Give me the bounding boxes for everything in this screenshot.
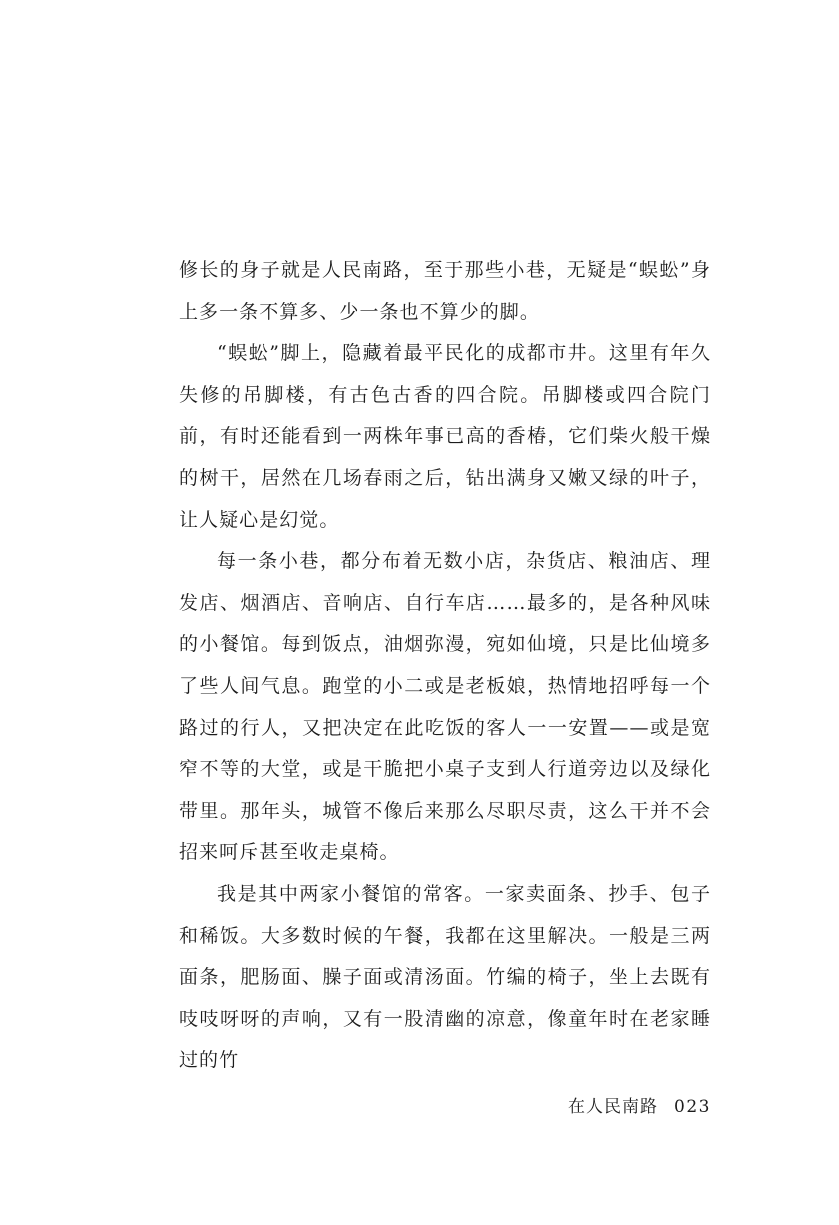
running-title: 在人民南路 — [568, 1097, 659, 1117]
body-text — [179, 250, 711, 1082]
page-footer — [568, 1092, 711, 1117]
paragraph-3: 每一条小巷，都分布着无数小店，杂货店、粮油店、理发店、烟酒店、音响店、自行车店……最多的，是各种风味的小餐馆。每到饭点，油烟弥漫，宛如仙境，只是比仙境多了些人间气息。跑堂的小二或是老板娘，热情地招呼每一个路过的行人，又把决定在此吃饭的客人一一安置——或是宽窄不等的大堂，或是干脆把小桌子支到人行道旁边以及绿化带里。那年头，城管不像后来那么尽职尽责，这么干并不会招来呵斥甚至收走桌椅。 — [179, 550, 711, 864]
paragraph-4: 我是其中两家小餐馆的常客。一家卖面条、抄手、包子和稀饭。大多数时候的午餐，我都在这里解决。一般是三两面条，肥肠面、臊子面或清汤面。竹编的椅子，坐上去既有吱吱呀呀的声响，又有一股清幽的凉意，像童年时在老家睡过的竹 — [179, 882, 711, 1072]
paragraph-1: 修长的身子就是人民南路，至于那些小巷，无疑是“蜈蚣”身上多一条不算多、少一条也不算少的脚。 — [179, 259, 711, 323]
paragraph-2: “蜈蚣”脚上，隐藏着最平民化的成都市井。这里有年久失修的吊脚楼，有古色古香的四合院。吊脚楼或四合院门前，有时还能看到一两株年事已高的香椿，它们柴火般干燥的树干，居然在几场春雨之后，钻出满身又嫩又绿的叶子，让人疑心是幻觉。 — [179, 342, 711, 531]
page-number: 023 — [674, 1097, 711, 1117]
